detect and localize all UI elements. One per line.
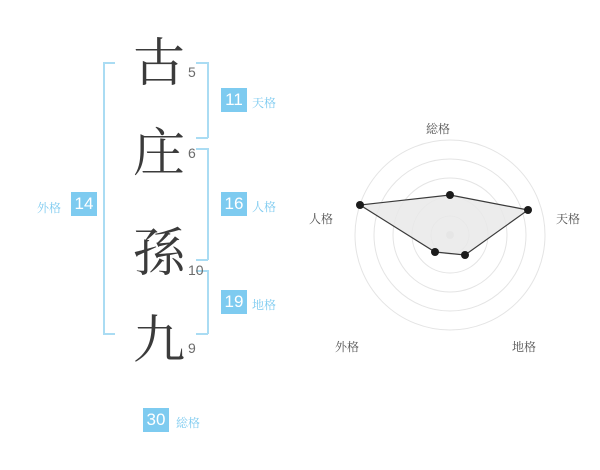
jinkaku-bracket-top <box>196 148 208 150</box>
radar-data-polygon <box>360 195 528 255</box>
tenkaku-bracket-vertical <box>207 62 209 138</box>
soukaku-value: 30 <box>143 408 169 432</box>
gaikaku-label: 外格 <box>37 201 62 215</box>
chikaku-bracket-vertical <box>207 270 209 334</box>
stroke-count-1: 5 <box>188 64 196 80</box>
name-character-4: 九 <box>133 311 186 371</box>
jinkaku-bracket-bottom <box>196 259 208 261</box>
name-character-2: 庄 <box>133 124 186 184</box>
stroke-count-4: 9 <box>188 340 196 356</box>
tenkaku-value: 11 <box>221 88 247 112</box>
radar-axis-label-jinkaku: 人格 <box>309 212 334 226</box>
radar-axis-label-soukaku: 総格 <box>426 122 451 136</box>
jinkaku-value: 16 <box>221 192 247 216</box>
radar-chart <box>300 80 600 400</box>
tenkaku-bracket-top <box>196 62 208 64</box>
jinkaku-bracket-vertical <box>207 148 209 260</box>
name-character-3: 孫 <box>133 224 186 284</box>
jinkaku-label: 人格 <box>252 200 277 214</box>
gaikaku-bracket-bottom <box>103 333 115 335</box>
gaikaku-bracket-top <box>103 62 115 64</box>
gaikaku-bracket-vertical <box>103 62 105 334</box>
chikaku-label: 地格 <box>252 298 277 312</box>
chikaku-bracket-bottom <box>196 333 208 335</box>
stroke-count-2: 6 <box>188 145 196 161</box>
tenkaku-label: 天格 <box>252 96 277 110</box>
radar-axis-label-gaikaku: 外格 <box>335 340 360 354</box>
gaikaku-value: 14 <box>71 192 97 216</box>
name-character-1: 古 <box>133 34 186 94</box>
soukaku-label: 総格 <box>176 416 201 430</box>
radar-axis-label-chikaku: 地格 <box>512 340 537 354</box>
radar-axis-label-tenkaku: 天格 <box>556 212 581 226</box>
tenkaku-bracket-bottom <box>196 137 208 139</box>
stroke-count-3: 10 <box>188 262 204 278</box>
chikaku-value: 19 <box>221 290 247 314</box>
